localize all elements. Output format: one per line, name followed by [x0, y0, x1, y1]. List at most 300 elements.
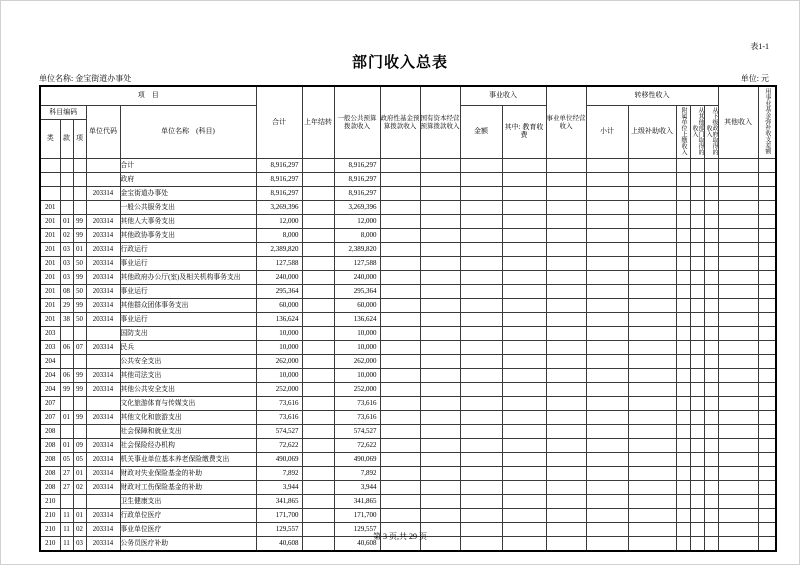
superior-subsidy-cell: [628, 341, 676, 355]
edu-fee-cell: [502, 481, 546, 495]
affiliate-remit-cell: [676, 439, 690, 453]
subject-name-cell: 事业运行: [120, 313, 256, 327]
other-income-cell: [718, 453, 758, 467]
other-dept-cell: [690, 285, 704, 299]
affiliate-remit-cell: [676, 369, 690, 383]
general-budget-cell: 295,364: [334, 285, 380, 299]
carryover-cell: [302, 411, 334, 425]
income-summary-table: [39, 85, 777, 552]
gov-fund-cell: [380, 509, 420, 523]
gov-fund-cell: [380, 243, 420, 257]
other-income-cell: [718, 495, 758, 509]
code-class-cell: 207: [40, 411, 60, 425]
total-cell: 127,588: [256, 257, 302, 271]
header-affiliate-remit: 附属单位上缴收入: [676, 106, 690, 159]
other-income-cell: [718, 201, 758, 215]
superior-subsidy-cell: [628, 411, 676, 425]
affiliate-remit-cell: [676, 299, 690, 313]
lower-gov-cell: [704, 173, 718, 187]
business-operating-cell: [546, 467, 586, 481]
total-cell: 12,000: [256, 215, 302, 229]
total-cell: 3,944: [256, 481, 302, 495]
business-amount-cell: [460, 481, 502, 495]
carryover-cell: [302, 495, 334, 509]
code-item-cell: 99: [73, 229, 86, 243]
business-amount-cell: [460, 397, 502, 411]
gov-fund-cell: [380, 425, 420, 439]
superior-subsidy-cell: [628, 509, 676, 523]
transfer-subtotal-cell: [586, 467, 628, 481]
code-section-cell: 06: [60, 341, 73, 355]
other-dept-cell: [690, 257, 704, 271]
subject-name-cell: 其他公共安全支出: [120, 383, 256, 397]
code-section-cell: 11: [60, 523, 73, 537]
affiliate-remit-cell: [676, 285, 690, 299]
state-capital-cell: [420, 369, 460, 383]
superior-subsidy-cell: [628, 257, 676, 271]
lower-gov-cell: [704, 355, 718, 369]
business-operating-cell: [546, 397, 586, 411]
state-capital-cell: [420, 481, 460, 495]
carryover-cell: [302, 439, 334, 453]
code-item-cell: 03: [73, 537, 86, 552]
state-capital-cell: [420, 341, 460, 355]
superior-subsidy-cell: [628, 201, 676, 215]
code-section-cell: 38: [60, 313, 73, 327]
code-section-cell: 27: [60, 467, 73, 481]
fund-balance-cell: [758, 481, 776, 495]
affiliate-remit-cell: [676, 355, 690, 369]
state-capital-cell: [420, 495, 460, 509]
header-section: 款: [60, 120, 73, 159]
unit-code-cell: 203314: [86, 453, 120, 467]
gov-fund-cell: [380, 313, 420, 327]
subject-name-cell: 事业单位医疗: [120, 523, 256, 537]
state-capital-cell: [420, 453, 460, 467]
affiliate-remit-cell: [676, 201, 690, 215]
fund-balance-cell: [758, 327, 776, 341]
table-row: [40, 481, 776, 495]
subject-name-cell: 金宝街道办事处: [120, 187, 256, 201]
meta-row: [39, 73, 769, 84]
edu-fee-cell: [502, 215, 546, 229]
code-item-cell: 05: [73, 453, 86, 467]
lower-gov-cell: [704, 425, 718, 439]
gov-fund-cell: [380, 327, 420, 341]
gov-fund-cell: [380, 411, 420, 425]
general-budget-cell: 40,608: [334, 537, 380, 552]
table-row: [40, 201, 776, 215]
code-section-cell: [60, 201, 73, 215]
transfer-subtotal-cell: [586, 271, 628, 285]
general-budget-cell: 574,527: [334, 425, 380, 439]
general-budget-cell: 73,616: [334, 411, 380, 425]
lower-gov-cell: [704, 285, 718, 299]
other-income-cell: [718, 271, 758, 285]
table-row: [40, 215, 776, 229]
carryover-cell: [302, 215, 334, 229]
general-budget-cell: 60,000: [334, 299, 380, 313]
superior-subsidy-cell: [628, 215, 676, 229]
state-capital-cell: [420, 187, 460, 201]
subject-name-cell: 行政单位医疗: [120, 509, 256, 523]
code-class-cell: [40, 173, 60, 187]
other-dept-cell: [690, 509, 704, 523]
code-item-cell: 07: [73, 341, 86, 355]
transfer-subtotal-cell: [586, 369, 628, 383]
business-amount-cell: [460, 383, 502, 397]
code-class-cell: 210: [40, 509, 60, 523]
state-capital-cell: [420, 411, 460, 425]
general-budget-cell: 252,000: [334, 383, 380, 397]
fund-balance-cell: [758, 383, 776, 397]
fund-balance-cell: [758, 215, 776, 229]
code-class-cell: 208: [40, 467, 60, 481]
other-income-cell: [718, 285, 758, 299]
edu-fee-cell: [502, 229, 546, 243]
edu-fee-cell: [502, 495, 546, 509]
business-amount-cell: [460, 271, 502, 285]
code-item-cell: [73, 397, 86, 411]
other-income-cell: [718, 467, 758, 481]
transfer-subtotal-cell: [586, 411, 628, 425]
other-income-cell: [718, 327, 758, 341]
header-subtotal: 小计: [586, 106, 628, 159]
other-income-cell: [718, 187, 758, 201]
state-capital-cell: [420, 243, 460, 257]
carryover-cell: [302, 383, 334, 397]
general-budget-cell: 2,389,820: [334, 243, 380, 257]
header-class: 类: [40, 120, 60, 159]
code-item-cell: 02: [73, 481, 86, 495]
affiliate-remit-cell: [676, 467, 690, 481]
code-section-cell: 99: [60, 383, 73, 397]
total-cell: 73,616: [256, 411, 302, 425]
transfer-subtotal-cell: [586, 229, 628, 243]
lower-gov-cell: [704, 159, 718, 173]
lower-gov-cell: [704, 187, 718, 201]
superior-subsidy-cell: [628, 439, 676, 453]
subject-name-cell: 其他文化和旅游支出: [120, 411, 256, 425]
subject-name-cell: 卫生健康支出: [120, 495, 256, 509]
code-section-cell: 11: [60, 509, 73, 523]
fund-balance-cell: [758, 271, 776, 285]
code-section-cell: 03: [60, 257, 73, 271]
unit-code-cell: [86, 355, 120, 369]
code-item-cell: 99: [73, 299, 86, 313]
fund-balance-cell: [758, 341, 776, 355]
other-dept-cell: [690, 327, 704, 341]
general-budget-cell: 10,000: [334, 327, 380, 341]
gov-fund-cell: [380, 285, 420, 299]
affiliate-remit-cell: [676, 425, 690, 439]
code-class-cell: [40, 159, 60, 173]
code-item-cell: 50: [73, 313, 86, 327]
unit-code-cell: 203314: [86, 481, 120, 495]
general-budget-cell: 7,892: [334, 467, 380, 481]
superior-subsidy-cell: [628, 383, 676, 397]
unit-code-cell: 203314: [86, 523, 120, 537]
business-operating-cell: [546, 159, 586, 173]
table-row: [40, 383, 776, 397]
unit-code-cell: 203314: [86, 313, 120, 327]
unit-code-cell: [86, 159, 120, 173]
affiliate-remit-cell: [676, 229, 690, 243]
table-row: [40, 355, 776, 369]
total-cell: 171,700: [256, 509, 302, 523]
total-cell: 2,389,820: [256, 243, 302, 257]
business-amount-cell: [460, 299, 502, 313]
general-budget-cell: 10,000: [334, 369, 380, 383]
gov-fund-cell: [380, 481, 420, 495]
general-budget-cell: 262,000: [334, 355, 380, 369]
business-operating-cell: [546, 215, 586, 229]
gov-fund-cell: [380, 341, 420, 355]
code-item-cell: 09: [73, 439, 86, 453]
code-class-cell: 208: [40, 453, 60, 467]
header-superior-subsidy: 上级补助收入: [628, 106, 676, 159]
total-cell: 10,000: [256, 327, 302, 341]
fund-balance-cell: [758, 397, 776, 411]
header-other-dept: 从其他部门取得的收入: [690, 106, 704, 159]
subject-name-cell: 民兵: [120, 341, 256, 355]
gov-fund-cell: [380, 383, 420, 397]
unit-code-cell: 203314: [86, 187, 120, 201]
table-row: [40, 243, 776, 257]
transfer-subtotal-cell: [586, 341, 628, 355]
header-itemcol: 项: [73, 120, 86, 159]
code-item-cell: 99: [73, 369, 86, 383]
carryover-cell: [302, 509, 334, 523]
superior-subsidy-cell: [628, 453, 676, 467]
business-operating-cell: [546, 229, 586, 243]
other-dept-cell: [690, 495, 704, 509]
state-capital-cell: [420, 355, 460, 369]
edu-fee-cell: [502, 453, 546, 467]
code-item-cell: [73, 355, 86, 369]
carryover-cell: [302, 187, 334, 201]
unit-label: 单位: 元: [740, 74, 769, 83]
edu-fee-cell: [502, 369, 546, 383]
affiliate-remit-cell: [676, 257, 690, 271]
fund-balance-cell: [758, 495, 776, 509]
subject-name-cell: 事业运行: [120, 285, 256, 299]
gov-fund-cell: [380, 159, 420, 173]
state-capital-cell: [420, 509, 460, 523]
business-amount-cell: [460, 439, 502, 453]
superior-subsidy-cell: [628, 467, 676, 481]
code-class-cell: 208: [40, 481, 60, 495]
lower-gov-cell: [704, 411, 718, 425]
business-operating-cell: [546, 201, 586, 215]
lower-gov-cell: [704, 439, 718, 453]
general-budget-cell: 136,624: [334, 313, 380, 327]
header-business-operating: 事业单位经营收入: [546, 86, 586, 159]
code-section-cell: 29: [60, 299, 73, 313]
header-total: 合计: [256, 86, 302, 159]
subject-name-cell: 一般公共服务支出: [120, 201, 256, 215]
code-section-cell: 06: [60, 369, 73, 383]
code-section-cell: 02: [60, 229, 73, 243]
gov-fund-cell: [380, 299, 420, 313]
affiliate-remit-cell: [676, 215, 690, 229]
subject-name-cell: 其他政协事务支出: [120, 229, 256, 243]
table-row: [40, 173, 776, 187]
fund-balance-cell: [758, 509, 776, 523]
general-budget-cell: 341,865: [334, 495, 380, 509]
business-operating-cell: [546, 257, 586, 271]
header-amount: 金额: [460, 106, 502, 159]
business-operating-cell: [546, 453, 586, 467]
subject-name-cell: 其他司法支出: [120, 369, 256, 383]
code-item-cell: 99: [73, 411, 86, 425]
state-capital-cell: [420, 285, 460, 299]
affiliate-remit-cell: [676, 495, 690, 509]
total-cell: 60,000: [256, 299, 302, 313]
other-dept-cell: [690, 355, 704, 369]
header-gov-fund: 政府性基金预算拨款收入: [380, 86, 420, 159]
total-cell: 73,616: [256, 397, 302, 411]
table-row: [40, 439, 776, 453]
affiliate-remit-cell: [676, 187, 690, 201]
general-budget-cell: 8,916,297: [334, 187, 380, 201]
code-section-cell: [60, 495, 73, 509]
code-section-cell: 01: [60, 215, 73, 229]
transfer-subtotal-cell: [586, 173, 628, 187]
table-row: [40, 187, 776, 201]
header-state-capital: 国有资本经营预算拨款收入: [420, 86, 460, 159]
business-amount-cell: [460, 201, 502, 215]
table-row: [40, 299, 776, 313]
fund-balance-cell: [758, 439, 776, 453]
lower-gov-cell: [704, 257, 718, 271]
lower-gov-cell: [704, 243, 718, 257]
code-section-cell: 03: [60, 271, 73, 285]
total-cell: 129,557: [256, 523, 302, 537]
gov-fund-cell: [380, 271, 420, 285]
superior-subsidy-cell: [628, 229, 676, 243]
subject-name-cell: 财政对失业保险基金的补助: [120, 467, 256, 481]
affiliate-remit-cell: [676, 341, 690, 355]
gov-fund-cell: [380, 453, 420, 467]
total-cell: 7,892: [256, 467, 302, 481]
state-capital-cell: [420, 425, 460, 439]
total-cell: 8,000: [256, 229, 302, 243]
carryover-cell: [302, 481, 334, 495]
superior-subsidy-cell: [628, 271, 676, 285]
subject-name-cell: 机关事业单位基本养老保险缴费支出: [120, 453, 256, 467]
gov-fund-cell: [380, 201, 420, 215]
transfer-subtotal-cell: [586, 159, 628, 173]
superior-subsidy-cell: [628, 425, 676, 439]
total-cell: 490,069: [256, 453, 302, 467]
sheet-label: 表1-1: [750, 42, 769, 51]
total-cell: 8,916,297: [256, 159, 302, 173]
lower-gov-cell: [704, 383, 718, 397]
code-section-cell: 01: [60, 411, 73, 425]
carryover-cell: [302, 341, 334, 355]
table-row: [40, 271, 776, 285]
table-header: [40, 86, 776, 159]
total-cell: 10,000: [256, 341, 302, 355]
other-dept-cell: [690, 411, 704, 425]
gov-fund-cell: [380, 187, 420, 201]
other-dept-cell: [690, 369, 704, 383]
subject-name-cell: 其他人大事务支出: [120, 215, 256, 229]
carryover-cell: [302, 327, 334, 341]
state-capital-cell: [420, 201, 460, 215]
state-capital-cell: [420, 299, 460, 313]
superior-subsidy-cell: [628, 299, 676, 313]
code-class-cell: [40, 187, 60, 201]
total-cell: 262,000: [256, 355, 302, 369]
transfer-subtotal-cell: [586, 425, 628, 439]
table-row: [40, 509, 776, 523]
other-dept-cell: [690, 341, 704, 355]
code-section-cell: 01: [60, 439, 73, 453]
subject-name-cell: 社会保障和就业支出: [120, 425, 256, 439]
other-dept-cell: [690, 243, 704, 257]
header-item: 项 目: [40, 86, 256, 106]
carryover-cell: [302, 397, 334, 411]
carryover-cell: [302, 257, 334, 271]
unit-code-cell: 203314: [86, 215, 120, 229]
lower-gov-cell: [704, 327, 718, 341]
business-operating-cell: [546, 439, 586, 453]
code-item-cell: 02: [73, 523, 86, 537]
table-body: [40, 159, 776, 552]
other-income-cell: [718, 257, 758, 271]
code-item-cell: 99: [73, 271, 86, 285]
transfer-subtotal-cell: [586, 299, 628, 313]
code-item-cell: [73, 159, 86, 173]
code-section-cell: [60, 187, 73, 201]
code-class-cell: 210: [40, 523, 60, 537]
total-cell: 341,865: [256, 495, 302, 509]
other-dept-cell: [690, 215, 704, 229]
gov-fund-cell: [380, 355, 420, 369]
lower-gov-cell: [704, 467, 718, 481]
business-operating-cell: [546, 369, 586, 383]
header-carryover: 上年结转: [302, 86, 334, 159]
business-amount-cell: [460, 159, 502, 173]
other-income-cell: [718, 173, 758, 187]
subject-name-cell: 政府: [120, 173, 256, 187]
carryover-cell: [302, 285, 334, 299]
subject-name-cell: 事业运行: [120, 257, 256, 271]
fund-balance-cell: [758, 173, 776, 187]
transfer-subtotal-cell: [586, 327, 628, 341]
edu-fee-cell: [502, 327, 546, 341]
edu-fee-cell: [502, 411, 546, 425]
business-operating-cell: [546, 383, 586, 397]
gov-fund-cell: [380, 257, 420, 271]
other-income-cell: [718, 425, 758, 439]
state-capital-cell: [420, 439, 460, 453]
transfer-subtotal-cell: [586, 243, 628, 257]
subject-name-cell: 其他政府办公厅(室)及相关机构事务支出: [120, 271, 256, 285]
code-item-cell: 99: [73, 383, 86, 397]
carryover-cell: [302, 201, 334, 215]
fund-balance-cell: [758, 243, 776, 257]
general-budget-cell: 129,557: [334, 523, 380, 537]
unit-code-cell: 203314: [86, 439, 120, 453]
lower-gov-cell: [704, 481, 718, 495]
header-edu-fee: 其中: 教育收费: [502, 106, 546, 159]
gov-fund-cell: [380, 495, 420, 509]
superior-subsidy-cell: [628, 355, 676, 369]
gov-fund-cell: [380, 173, 420, 187]
